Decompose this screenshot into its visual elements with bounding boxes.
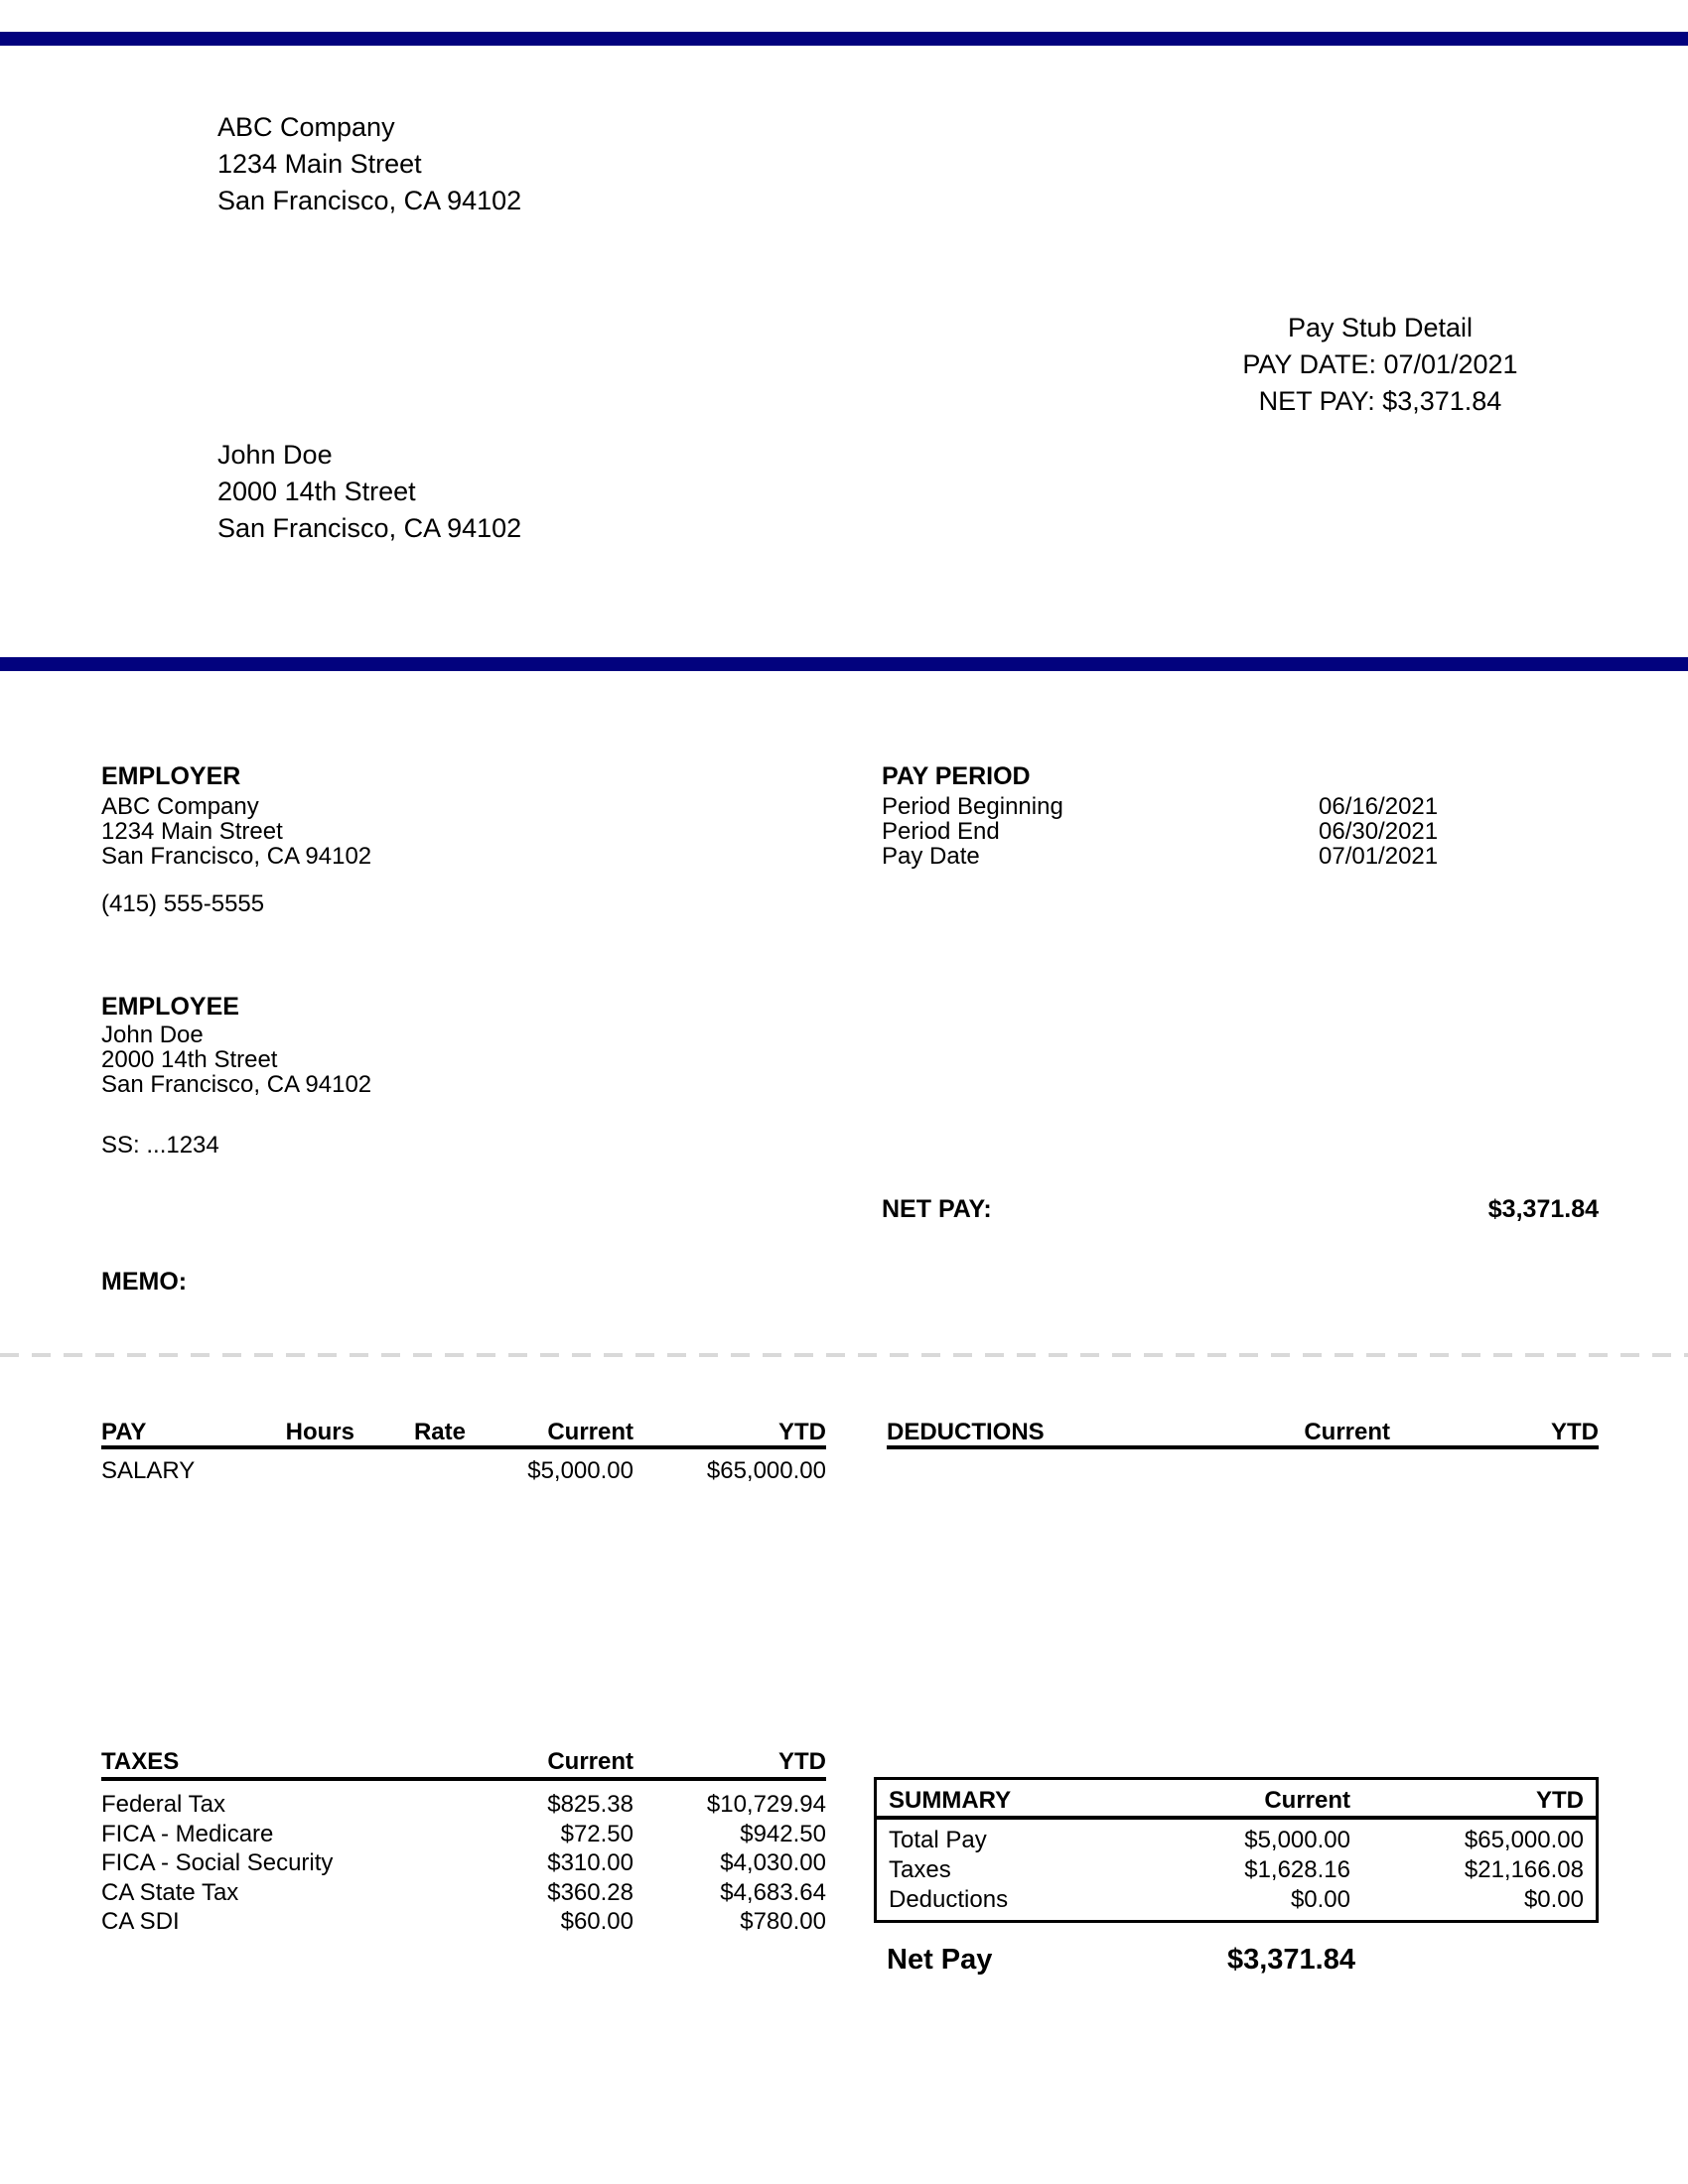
pay-period-value: 06/16/2021 — [1319, 793, 1439, 820]
tear-off-dashed-line — [0, 1353, 1688, 1357]
employee-ssn: SS: ...1234 — [101, 1132, 219, 1159]
employer-street: 1234 Main Street — [101, 818, 283, 845]
employer-info-block — [101, 794, 371, 869]
summary-row-name: Taxes — [889, 1856, 951, 1883]
hours-col-header: Hours — [285, 1419, 354, 1445]
summary-current-col-header: Current — [1264, 1787, 1350, 1814]
summary-row-name: Deductions — [889, 1886, 1009, 1913]
summary-row-current: $0.00 — [1290, 1886, 1350, 1913]
summary-header-rule — [877, 1816, 1596, 1820]
divider-accent-bar — [0, 657, 1688, 671]
employee-street: 2000 14th Street — [217, 477, 416, 506]
employee-address-block — [217, 437, 521, 547]
current-col-header: Current — [547, 1419, 633, 1445]
deductions-col-header: DEDUCTIONS — [887, 1419, 1045, 1445]
company-address-block — [217, 109, 521, 219]
pay-row-name: SALARY — [101, 1457, 196, 1484]
tax-row-ytd: $4,683.64 — [720, 1879, 826, 1906]
summary-row-ytd: $0.00 — [1523, 1886, 1584, 1913]
employer-city: San Francisco, CA 94102 — [101, 843, 372, 870]
summary-row-current: $5,000.00 — [1244, 1827, 1350, 1853]
employee-info-street: 2000 14th Street — [101, 1046, 278, 1073]
tax-row-name: FICA - Social Security — [101, 1849, 334, 1876]
tax-row-current: $60.00 — [560, 1908, 633, 1935]
tax-row-ytd: $4,030.00 — [720, 1849, 826, 1876]
employee-info-name: John Doe — [101, 1022, 204, 1048]
net-pay-value: $3,371.84 — [1487, 1195, 1599, 1223]
pay-col-header: PAY — [101, 1419, 147, 1445]
pay-date-line: PAY DATE: 07/01/2021 — [1242, 349, 1518, 379]
memo-label: MEMO: — [101, 1268, 188, 1296]
tax-row-name: Federal Tax — [101, 1791, 225, 1818]
taxes-current-col-header: Current — [547, 1748, 633, 1775]
pay-period-label: Period End — [882, 818, 1000, 845]
summary-box — [874, 1777, 1599, 1923]
deductions-current-col-header: Current — [1304, 1419, 1390, 1445]
summary-ytd-col-header: YTD — [1536, 1787, 1584, 1814]
company-street: 1234 Main Street — [217, 149, 422, 179]
pay-period-block — [882, 794, 1599, 869]
summary-row-ytd: $65,000.00 — [1464, 1827, 1584, 1853]
deductions-table-header-rule — [887, 1445, 1599, 1449]
pay-period-label: Pay Date — [882, 843, 980, 870]
tax-row-ytd: $942.50 — [740, 1821, 826, 1847]
tax-row-name: FICA - Medicare — [101, 1821, 274, 1847]
taxes-ytd-col-header: YTD — [778, 1748, 826, 1775]
ytd-col-header: YTD — [778, 1419, 826, 1445]
employee-info-city: San Francisco, CA 94102 — [101, 1071, 372, 1098]
tax-row-ytd: $10,729.94 — [706, 1791, 826, 1818]
summary-col-header: SUMMARY — [889, 1787, 1012, 1814]
rate-col-header: Rate — [413, 1419, 466, 1445]
top-accent-bar — [0, 32, 1688, 46]
pay-stub-detail-block — [1082, 310, 1678, 420]
taxes-col-header: TAXES — [101, 1748, 180, 1775]
taxes-table-header-rule — [101, 1777, 826, 1781]
pay-row-current: $5,000.00 — [527, 1457, 633, 1484]
tax-row-ytd: $780.00 — [740, 1908, 826, 1935]
company-city: San Francisco, CA 94102 — [217, 186, 522, 215]
employee-heading: EMPLOYEE — [101, 993, 239, 1021]
tax-row-current: $360.28 — [547, 1879, 633, 1906]
summary-row-name: Total Pay — [889, 1827, 987, 1853]
net-pay-line: NET PAY: $3,371.84 — [1258, 386, 1502, 416]
pay-period-value: 06/30/2021 — [1319, 818, 1439, 845]
employer-name: ABC Company — [101, 793, 259, 820]
pay-period-row — [882, 844, 1599, 869]
pay-stub-detail-title: Pay Stub Detail — [1287, 313, 1474, 342]
pay-period-heading: PAY PERIOD — [882, 762, 1031, 790]
employee-city: San Francisco, CA 94102 — [217, 513, 522, 543]
employer-heading: EMPLOYER — [101, 762, 241, 790]
summary-row-ytd: $21,166.08 — [1464, 1856, 1584, 1883]
pay-period-row — [882, 819, 1599, 844]
net-pay-summary-value: $3,371.84 — [1226, 1944, 1355, 1976]
deductions-ytd-col-header: YTD — [1551, 1419, 1599, 1445]
tax-row-current: $72.50 — [560, 1821, 633, 1847]
tax-row-current: $825.38 — [547, 1791, 633, 1818]
employee-info-block — [101, 1023, 371, 1097]
employer-phone: (415) 555-5555 — [101, 890, 265, 917]
company-name: ABC Company — [217, 112, 395, 142]
tax-row-current: $310.00 — [547, 1849, 633, 1876]
tax-row-name: CA State Tax — [101, 1879, 239, 1906]
pay-table-header-rule — [101, 1445, 826, 1449]
net-pay-summary-label: Net Pay — [887, 1944, 993, 1976]
pay-period-value: 07/01/2021 — [1319, 843, 1439, 870]
tax-row-name: CA SDI — [101, 1908, 180, 1935]
net-pay-label: NET PAY: — [882, 1195, 992, 1223]
pay-period-label: Period Beginning — [882, 793, 1063, 820]
pay-row-ytd: $65,000.00 — [706, 1457, 826, 1484]
pay-period-row — [882, 794, 1599, 819]
summary-row-current: $1,628.16 — [1244, 1856, 1350, 1883]
employee-name: John Doe — [217, 440, 333, 470]
